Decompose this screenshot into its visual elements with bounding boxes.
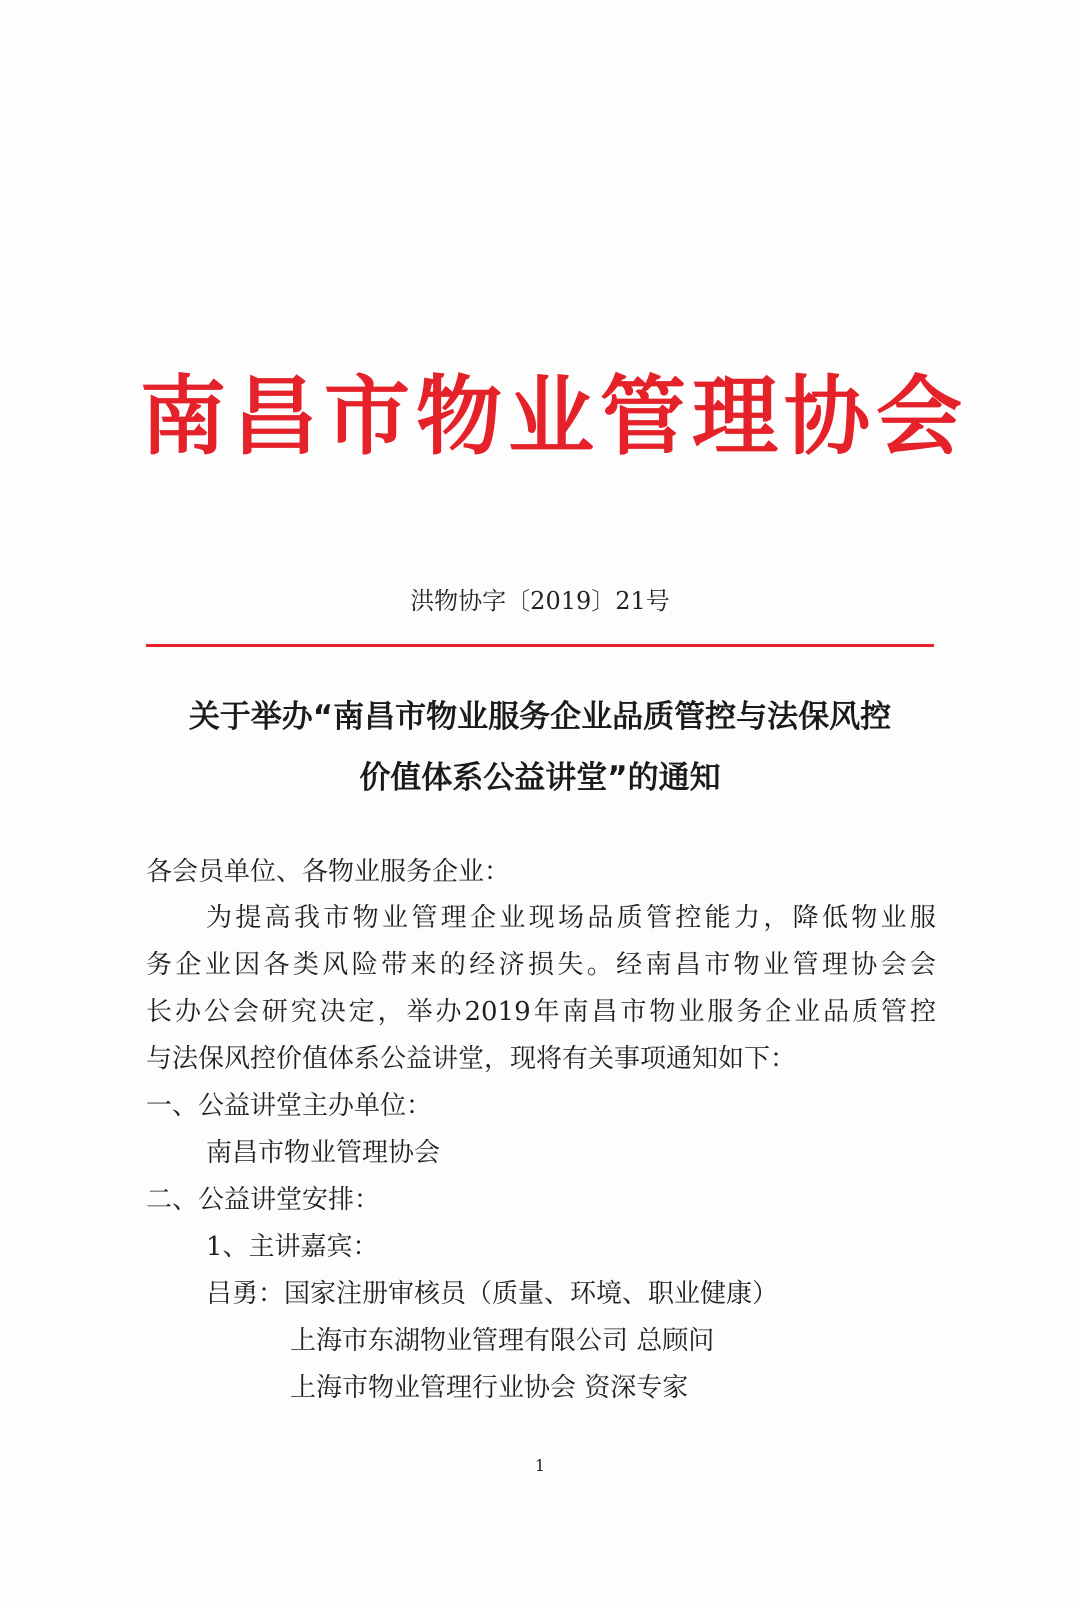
salutation: 各会员单位、各物业服务企业： xyxy=(146,857,511,887)
intro-paragraph-line-4: 与法保风控价值体系公益讲堂，现将有关事项通知如下： xyxy=(146,1044,797,1074)
intro-paragraph-line-3: 长办公会研究决定，举办2019年南昌市物业服务企业品质管控 xyxy=(146,997,936,1027)
page-number: 1 xyxy=(534,1456,546,1475)
section-1-content: 南昌市物业管理协会 xyxy=(206,1138,441,1168)
speaker-line-2: 上海市东湖物业管理有限公司 总顾问 xyxy=(290,1326,715,1356)
section-2-heading: 二、公益讲堂安排： xyxy=(146,1185,381,1215)
speaker-line-3: 上海市物业管理行业协会 资深专家 xyxy=(290,1373,689,1403)
speaker-line-1: 吕勇：国家注册审核员（质量、环境、职业健康） xyxy=(206,1279,779,1309)
organization-header: 南昌市物业管理协会 xyxy=(140,367,968,467)
document-number: 洪物协字〔2019〕21号 xyxy=(410,587,670,615)
notice-title-line-1: 关于举办“南昌市物业服务企业品质管控与法保风控 xyxy=(188,699,892,735)
subsection-1-heading: 1、主讲嘉宾： xyxy=(206,1232,379,1262)
header-divider xyxy=(146,644,934,647)
notice-title-line-2: 价值体系公益讲堂”的通知 xyxy=(359,760,721,796)
intro-paragraph-line-1: 为提高我市物业管理企业现场品质管控能力，降低物业服 xyxy=(206,903,936,933)
section-1-heading: 一、公益讲堂主办单位： xyxy=(146,1091,433,1121)
intro-paragraph-line-2: 务企业因各类风险带来的经济损失。经南昌市物业管理协会会 xyxy=(146,950,936,980)
